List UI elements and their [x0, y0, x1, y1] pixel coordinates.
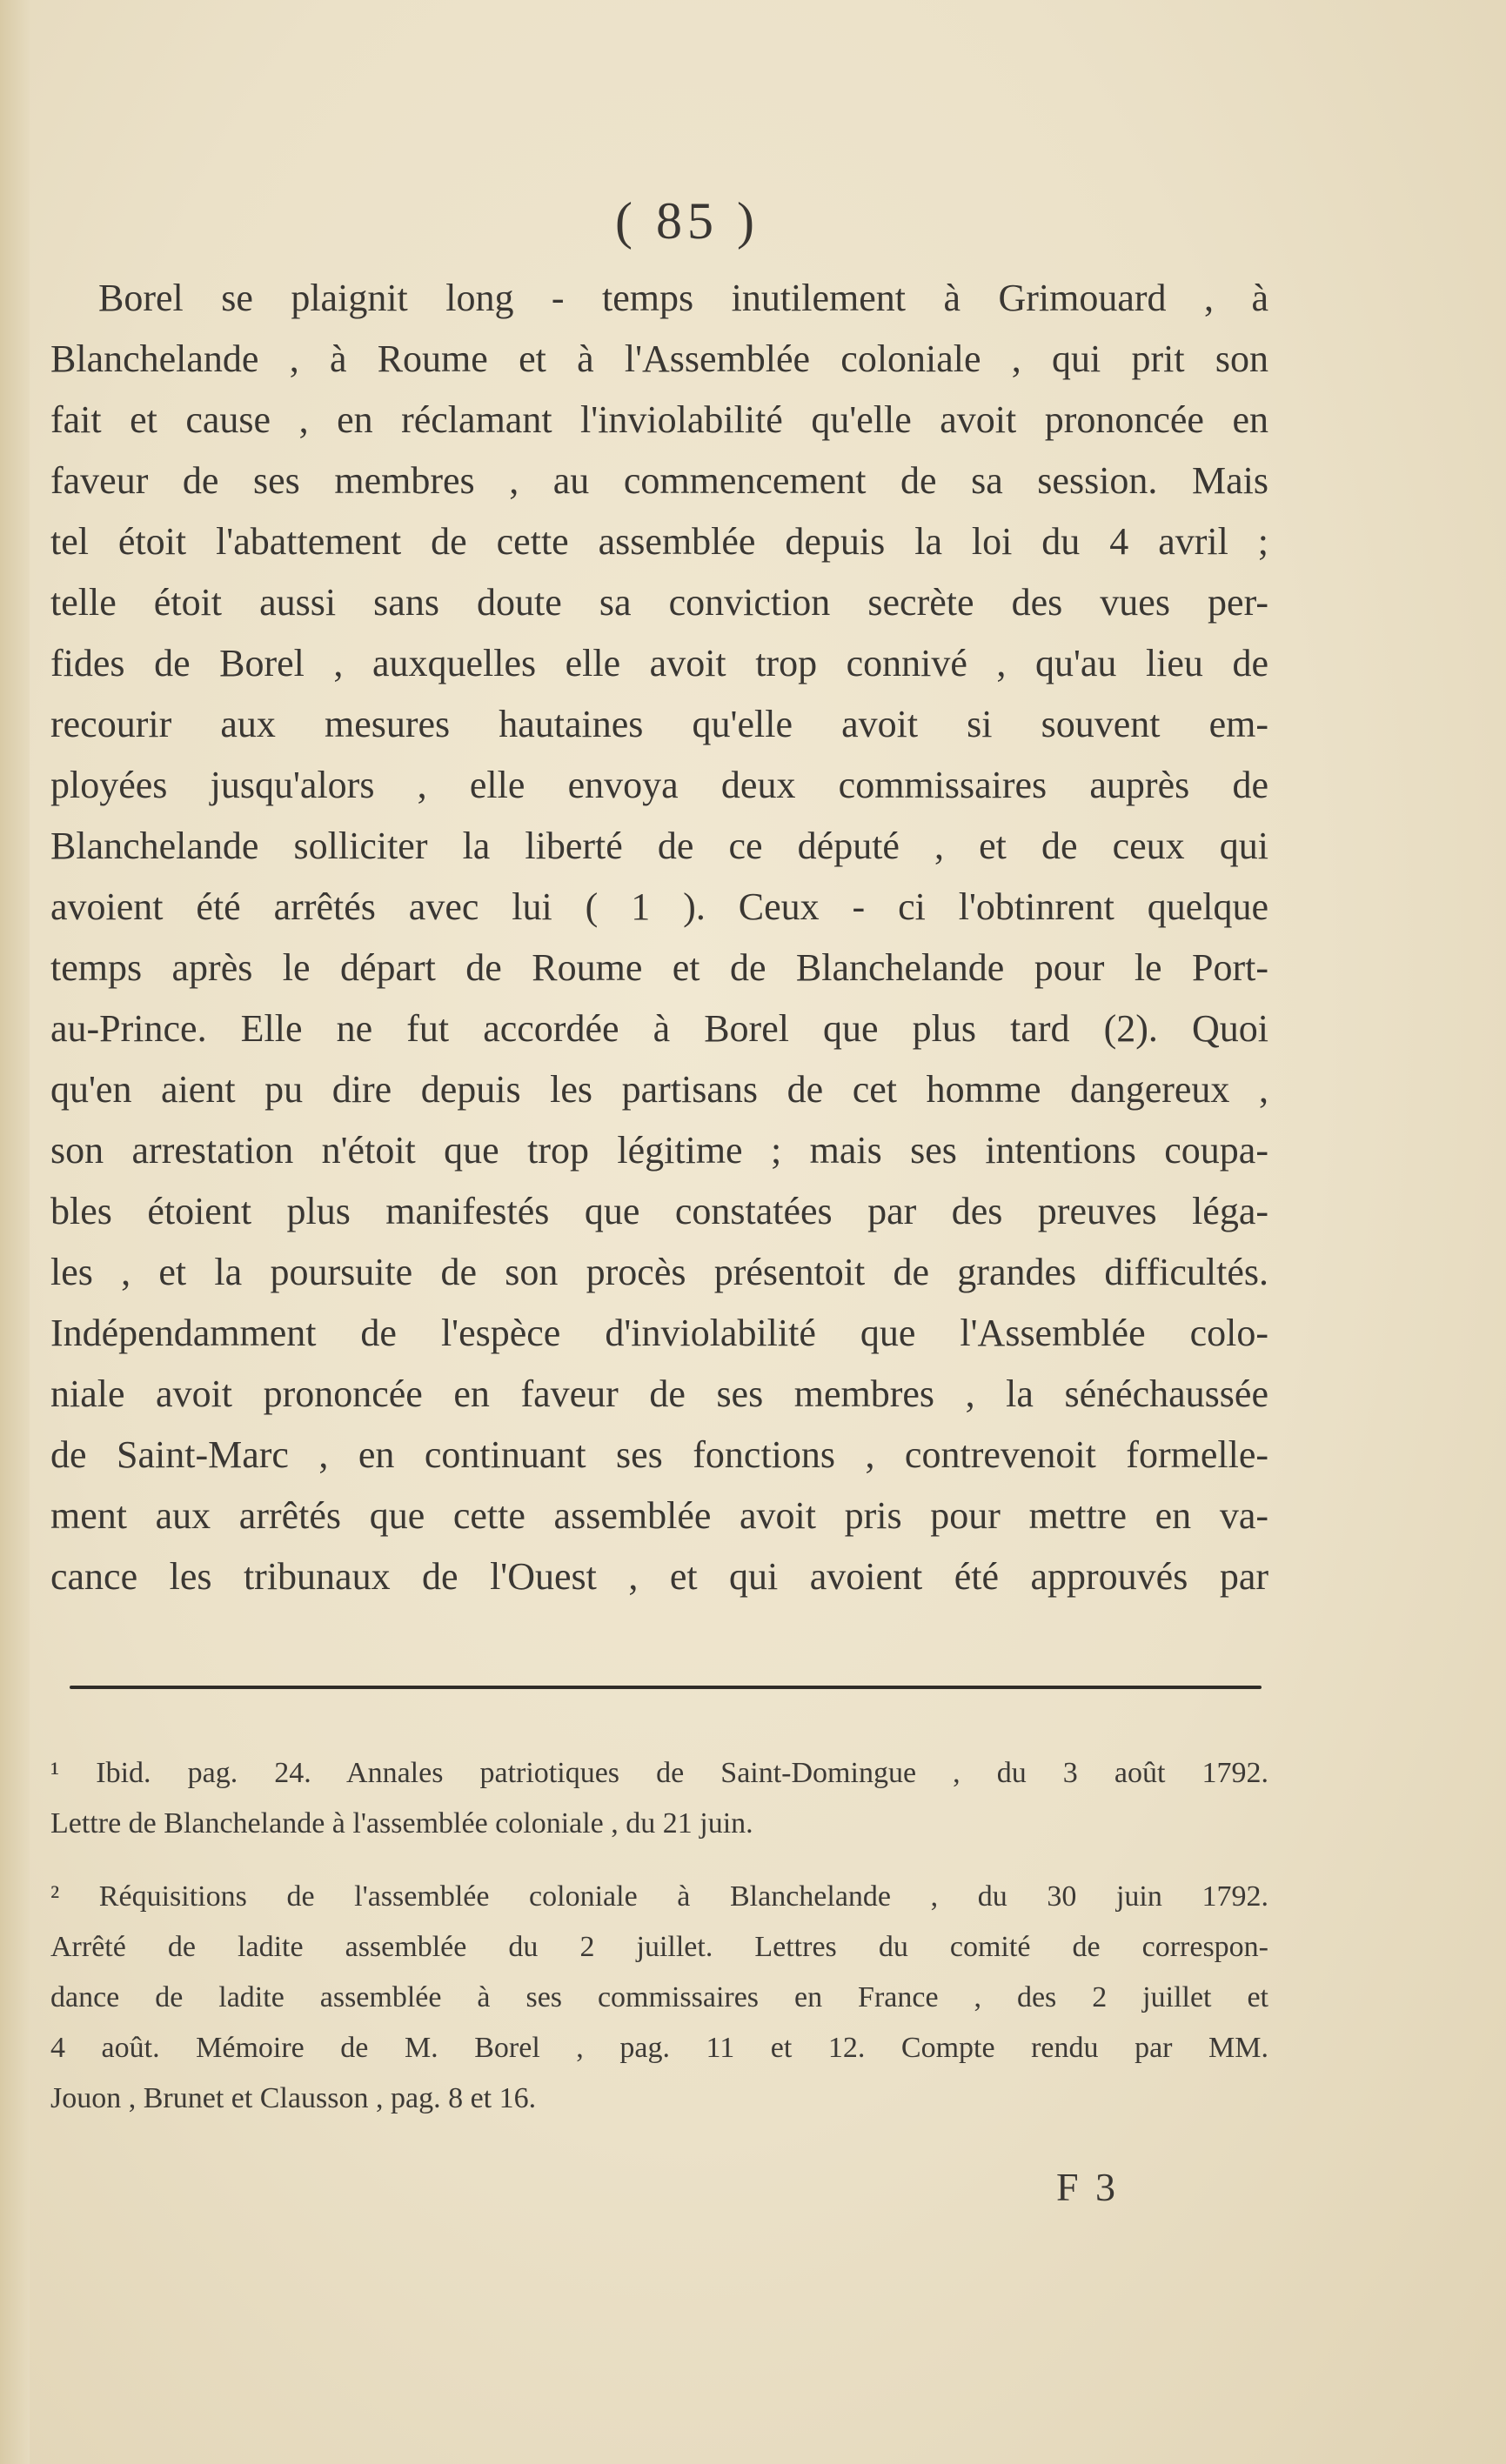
body-line: Indépendamment de l'espèce d'inviolabilité que l'Assemblée colo- — [50, 1312, 1268, 1354]
body-line: son arrestation n'étoit que trop légitime ; mais ses intentions coupa- — [50, 1129, 1268, 1172]
body-line: telle étoit aussi sans doute sa conviction secrète des vues per- — [50, 581, 1268, 624]
body-line: faveur de ses membres , au commencement de sa session. Mais — [50, 459, 1268, 502]
body-line: au-Prince. Elle ne fut accordée à Borel que plus tard (2). Quoi — [50, 1007, 1268, 1050]
body-line: bles étoient plus manifestés que constatées par des preuves léga- — [50, 1190, 1268, 1232]
footnote-1 — [50, 1748, 1268, 1849]
body-line: ployées jusqu'alors , elle envoya deux commissaires auprès de — [50, 764, 1268, 806]
footnote-line: 4 août. Mémoire de M. Borel , pag. 11 et 12. Compte rendu par MM. — [50, 2032, 1268, 2064]
footnote-line: Jouon , Brunet et Clausson , pag. 8 et 16. — [50, 2082, 537, 2114]
body-line: fait et cause , en réclamant l'inviolabilité qu'elle avoit prononcée en — [50, 398, 1268, 441]
body-line: de Saint-Marc , en continuant ses fonctions , contrevenoit formelle- — [50, 1433, 1268, 1476]
body-line: temps après le départ de Roume et de Blanchelande pour le Port- — [50, 946, 1268, 989]
footnote-line: ¹ Ibid. pag. 24. Annales patriotiques de Saint-Domingue , du 3 août 1792. — [50, 1757, 1268, 1789]
body-line: tel étoit l'abattement de cette assemblée depuis la loi du 4 avril ; — [50, 520, 1268, 563]
body-line: recourir aux mesures hautaines qu'elle avoit si souvent em- — [50, 703, 1268, 745]
body-line: cance les tribunaux de l'Ouest , et qui avoient été approuvés par — [50, 1555, 1268, 1598]
signature-mark: F 3 — [1055, 2165, 1120, 2209]
body-text — [50, 268, 1268, 1607]
body-line: Blanchelande solliciter la liberté de ce député , et de ceux qui — [50, 825, 1268, 867]
body-line: niale avoit prononcée en faveur de ses membres , la sénéchaussée — [50, 1372, 1268, 1415]
body-line: Blanchelande , à Roume et à l'Assemblée coloniale , qui prit son — [50, 337, 1268, 380]
body-line: fides de Borel , auxquelles elle avoit trop connivé , qu'au lieu de — [50, 642, 1268, 684]
footnote-2 — [50, 1872, 1268, 2124]
footnote-line: Lettre de Blanchelande à l'assemblée coloniale , du 21 juin. — [50, 1807, 753, 1840]
page-number: ( 85 ) — [615, 192, 760, 250]
footnote-line: Arrêté de ladite assemblée du 2 juillet. Lettres du comité de correspon- — [50, 1931, 1268, 1963]
body-line: qu'en aient pu dire depuis les partisans de cet homme dangereux , — [50, 1068, 1268, 1111]
page-gutter-edge — [0, 0, 30, 2464]
footnotes — [50, 1748, 1268, 2124]
body-line: avoient été arrêtés avec lui ( 1 ). Ceux - ci l'obtinrent quelque — [50, 885, 1268, 928]
footnote-line: ² Réquisitions de l'assemblée coloniale à Blanchelande , du 30 juin 1792. — [50, 1880, 1268, 1913]
body-line: les , et la poursuite de son procès présentoit de grandes difficultés. — [50, 1251, 1268, 1293]
footnote-line: dance de ladite assemblée à ses commissaires en France , des 2 juillet et — [50, 1981, 1268, 2013]
body-line: ment aux arrêtés que cette assemblée avoit pris pour mettre en va- — [50, 1494, 1268, 1537]
footnote-separator-rule — [70, 1686, 1262, 1689]
body-line: Borel se plaignit long - temps inutilement à Grimouard , à — [98, 277, 1268, 319]
